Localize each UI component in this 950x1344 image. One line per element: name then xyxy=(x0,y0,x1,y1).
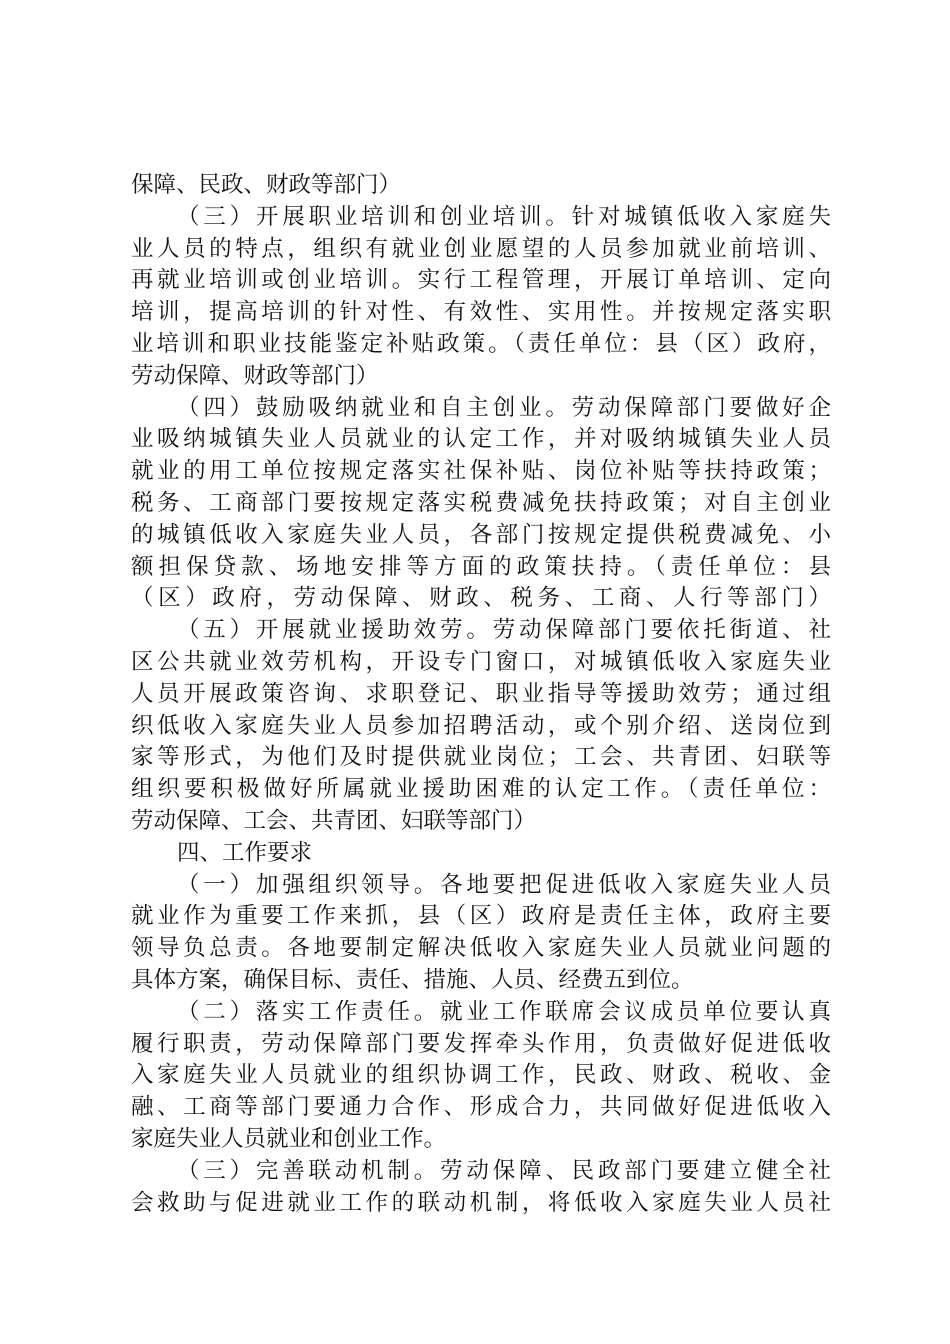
text-line: 的城镇低收入家庭失业人员，各部门按规定提供税费减免、小 xyxy=(131,521,831,548)
text-line: （区）政府，劳动保障、财政、税务、工商、人行等部门） xyxy=(131,585,831,612)
document-page xyxy=(131,170,831,1219)
text-line: 就业作为重要工作来抓，县（区）政府是责任主体，政府主要 xyxy=(131,903,831,930)
text-line: 人员开展政策咨询、求职登记、职业指导等援助效劳；通过组 xyxy=(131,680,831,707)
paragraph-start-line: （三）开展职业培训和创业培训。针对城镇低收入家庭失 xyxy=(177,203,831,230)
paragraph-start-line: （一）加强组织领导。各地要把促进低收入家庭失业人员 xyxy=(177,871,831,898)
text-line: 领导负总责。各地要制定解决低收入家庭失业人员就业问题的 xyxy=(131,935,831,962)
text-line: 业吸纳城镇失业人员就业的认定工作，并对吸纳城镇失业人员 xyxy=(131,426,831,453)
text-line: 劳动保障、工会、共青团、妇联等部门） xyxy=(131,807,537,834)
paragraph-start-line: （五）开展就业援助效劳。劳动保障部门要依托街道、社 xyxy=(177,617,831,644)
text-line: 培训，提高培训的针对性、有效性、实用性。并按规定落实职 xyxy=(131,299,831,326)
text-line: 额担保贷款、场地安排等方面的政策扶持。（责任单位：县 xyxy=(131,553,831,580)
text-line: 区公共就业效劳机构，开设专门窗口，对城镇低收入家庭失业 xyxy=(131,648,831,675)
text-line: 入家庭失业人员就业的组织协调工作，民政、财政、税收、金 xyxy=(131,1062,831,1089)
text-line: 保障、民政、财政等部门） xyxy=(131,172,402,198)
text-line: 组织要积极做好所属就业援助困难的认定工作。（责任单位： xyxy=(131,776,831,803)
text-line: 织低收入家庭失业人员参加招聘活动，或个别介绍、送岗位到 xyxy=(131,712,831,739)
text-line: 税务、工商部门要按规定落实税费减免扶持政策；对自主创业 xyxy=(131,489,831,516)
text-line: 履行职责，劳动保障部门要发挥牵头作用，负责做好促进低收 xyxy=(131,1030,831,1057)
paragraph-start-line: （四）鼓励吸纳就业和自主创业。劳动保障部门要做好企 xyxy=(177,394,831,421)
text-line: 会救助与促进就业工作的联动机制，将低收入家庭失业人员社 xyxy=(131,1189,831,1216)
paragraph-start-line: （二）落实工作责任。就业工作联席会议成员单位要认真 xyxy=(177,998,831,1025)
section-heading: 四、工作要求 xyxy=(177,839,313,866)
text-line: 家庭失业人员就业和创业工作。 xyxy=(131,1125,447,1152)
text-line: 家等形式，为他们及时提供就业岗位；工会、共青团、妇联等 xyxy=(131,744,831,771)
text-line: 融、工商等部门要通力合作、形成合力，共同做好促进低收入 xyxy=(131,1094,831,1121)
text-line: 就业的用工单位按规定落实社保补贴、岗位补贴等扶持政策； xyxy=(131,458,831,485)
text-line: 劳动保障、财政等部门） xyxy=(131,362,379,389)
text-line: 具体方案，确保目标、责任、措施、人员、经费五到位。 xyxy=(131,966,694,993)
paragraph-start-line: （三）完善联动机制。劳动保障、民政部门要建立健全社 xyxy=(177,1157,831,1184)
text-line: 再就业培训或创业培训。实行工程管理，开展订单培训、定向 xyxy=(131,267,831,294)
text-line: 业培训和职业技能鉴定补贴政策。（责任单位：县（区）政府， xyxy=(131,330,831,357)
text-line: 业人员的特点，组织有就业创业愿望的人员参加就业前培训、 xyxy=(131,235,831,262)
